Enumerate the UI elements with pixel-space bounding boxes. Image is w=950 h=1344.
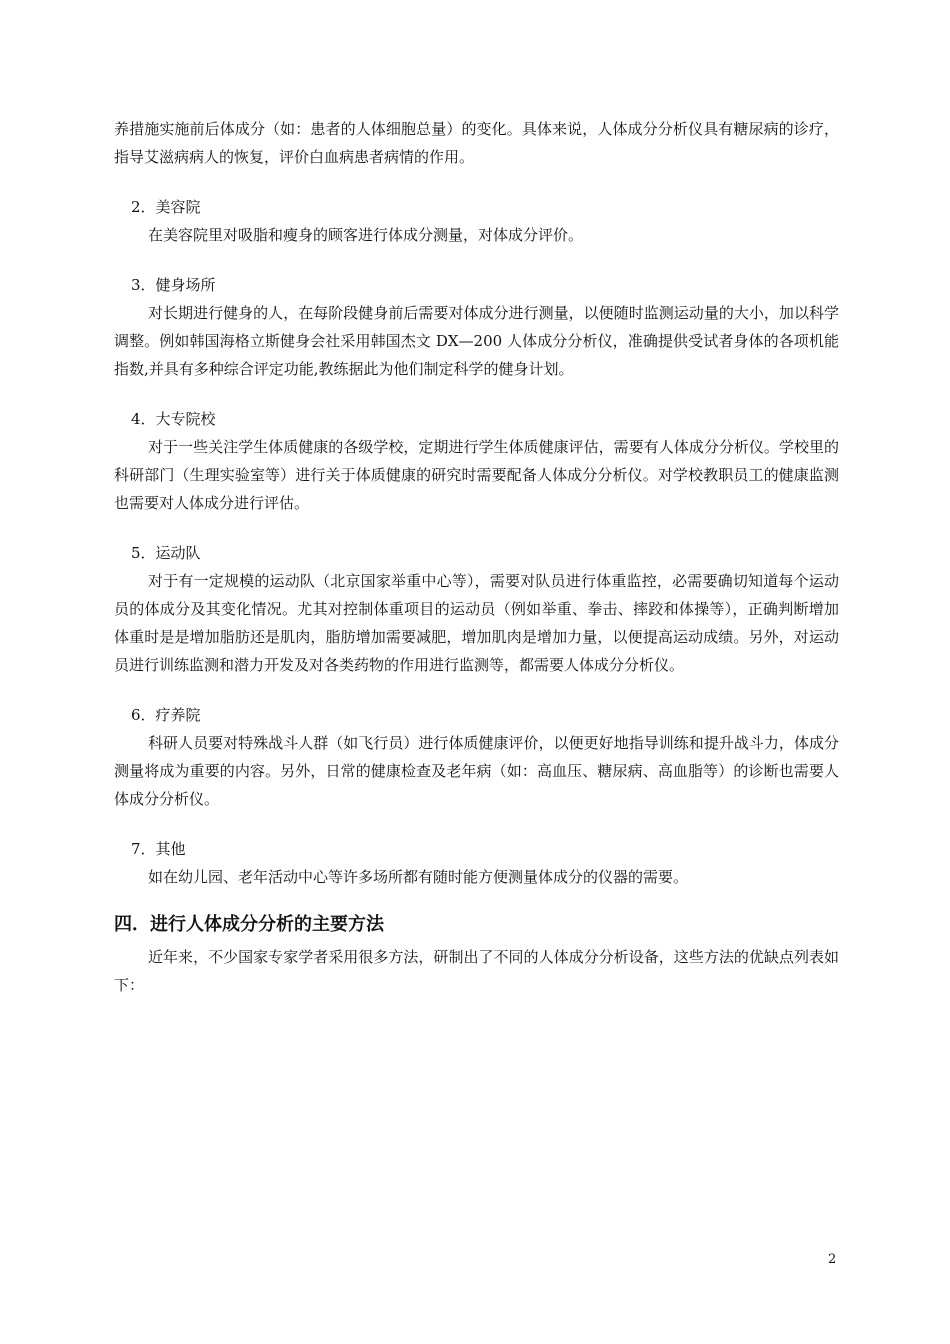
- section-beauty-salon: [114, 193, 839, 249]
- section-heading: 6．疗养院: [131, 706, 201, 724]
- closing-paragraph: 近年来，不少国家专家学者采用很多方法，研制出了不同的人体成分分析设备，这些方法的优缺点列表如下：: [114, 948, 839, 994]
- intro-paragraph: 养措施实施前后体成分（如：患者的人体细胞总量）的变化。具体来说，人体成分分析仪具有糖尿病的诊疗，指导艾滋病病人的恢复，评价白血病患者病情的作用。: [114, 120, 839, 166]
- section-body: 对长期进行健身的人，在每阶段健身前后需要对体成分进行测量，以便随时监测运动量的大小，加以科学调整。例如韩国海格立斯健身会社采用韩国杰文 DX—200 人体成分分析仪，准确提供受试者身体的各项机能指数,并具有多种综合评定功能,教练据此为他们制定科学的健身计划。: [114, 304, 839, 378]
- major-heading: 四．进行人体成分分析的主要方法: [114, 914, 384, 935]
- section-colleges: [114, 405, 839, 517]
- page-content: [114, 115, 839, 999]
- section-fitness: [114, 271, 839, 383]
- section-heading: 5．运动队: [131, 544, 201, 562]
- section-other: [114, 835, 839, 891]
- section-body: 如在幼儿园、老年活动中心等许多场所都有随时能方便测量体成分的仪器的需要。: [148, 868, 689, 886]
- section-body: 对于一些关注学生体质健康的各级学校，定期进行学生体质健康评估，需要有人体成分分析仪。学校里的科研部门（生理实验室等）进行关于体质健康的研究时需要配备人体成分分析仪。对学校教职员工的健康监测也需要对人体成分进行评估。: [114, 438, 839, 512]
- section-body: 科研人员要对特殊战斗人群（如飞行员）进行体质健康评价，以便更好地指导训练和提升战斗力，体成分测量将成为重要的内容。另外，日常的健康检查及老年病（如：高血压、糖尿病、高血脂等）的诊断也需要人体成分分析仪。: [114, 734, 839, 808]
- section-heading: 2．美容院: [131, 198, 201, 216]
- page-number: 2: [828, 1252, 837, 1267]
- section-sanatorium: [114, 701, 839, 813]
- section-heading: 3．健身场所: [131, 276, 216, 294]
- section-heading: 4．大专院校: [131, 410, 216, 428]
- section-sports-team: [114, 539, 839, 679]
- section-body: 对于有一定规模的运动队（北京国家举重中心等），需要对队员进行体重监控，必需要确切知道每个运动员的体成分及其变化情况。尤其对控制体重项目的运动员（例如举重、拳击、摔跤和体操等），正确判断增加体重时是是增加脂肪还是肌肉，脂肪增加需要减肥，增加肌肉是增加力量，以便提高运动成绩。另外，对运动员进行训练监测和潜力开发及对各类药物的作用进行监测等，都需要人体成分分析仪。: [114, 572, 839, 674]
- section-body: 在美容院里对吸脂和瘦身的顾客进行体成分测量，对体成分评价。: [148, 226, 584, 244]
- section-heading: 7．其他: [131, 840, 186, 858]
